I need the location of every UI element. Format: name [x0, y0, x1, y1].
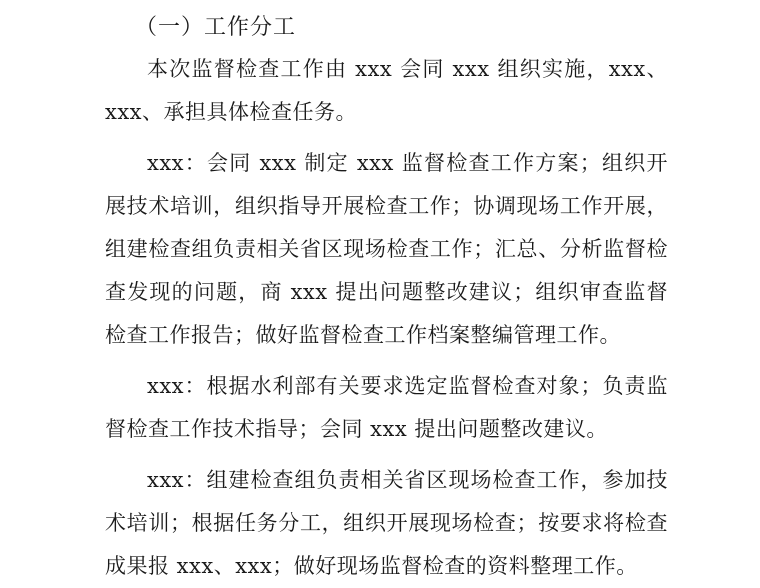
paragraph-selection-unit-duties: xxx：根据水利部有关要求选定监督检查对象；负责监督检查工作技术指导；会同 xxx 提出问题整改建议。	[105, 374, 668, 441]
paragraph-inspection-team-duties: xxx：组建检查组负责相关省区现场检查工作，参加技术培训；根据任务分工，组织开展现场检查；按要求将检查成果报 xxx、xxx；做好现场监督检查的资料整理工作。	[105, 468, 668, 578]
paragraph-lead-unit-duties: xxx：会同 xxx 制定 xxx 监督检查工作方案；组织开展技术培训，组织指导开展检查工作；协调现场工作开展，组建检查组负责相关省区现场检查工作；汇总、分析监督检查发现的问题，商 xxx 提出问题整改建议；组织审查监督检查工作报告；做好监督检查工作档案整编管理工作。	[105, 151, 668, 347]
section-heading: （一）工作分工	[135, 15, 297, 40]
paragraph-overview: 本次监督检查工作由 xxx 会同 xxx 组织实施，xxx、xxx、承担具体检查任务。	[105, 57, 668, 124]
